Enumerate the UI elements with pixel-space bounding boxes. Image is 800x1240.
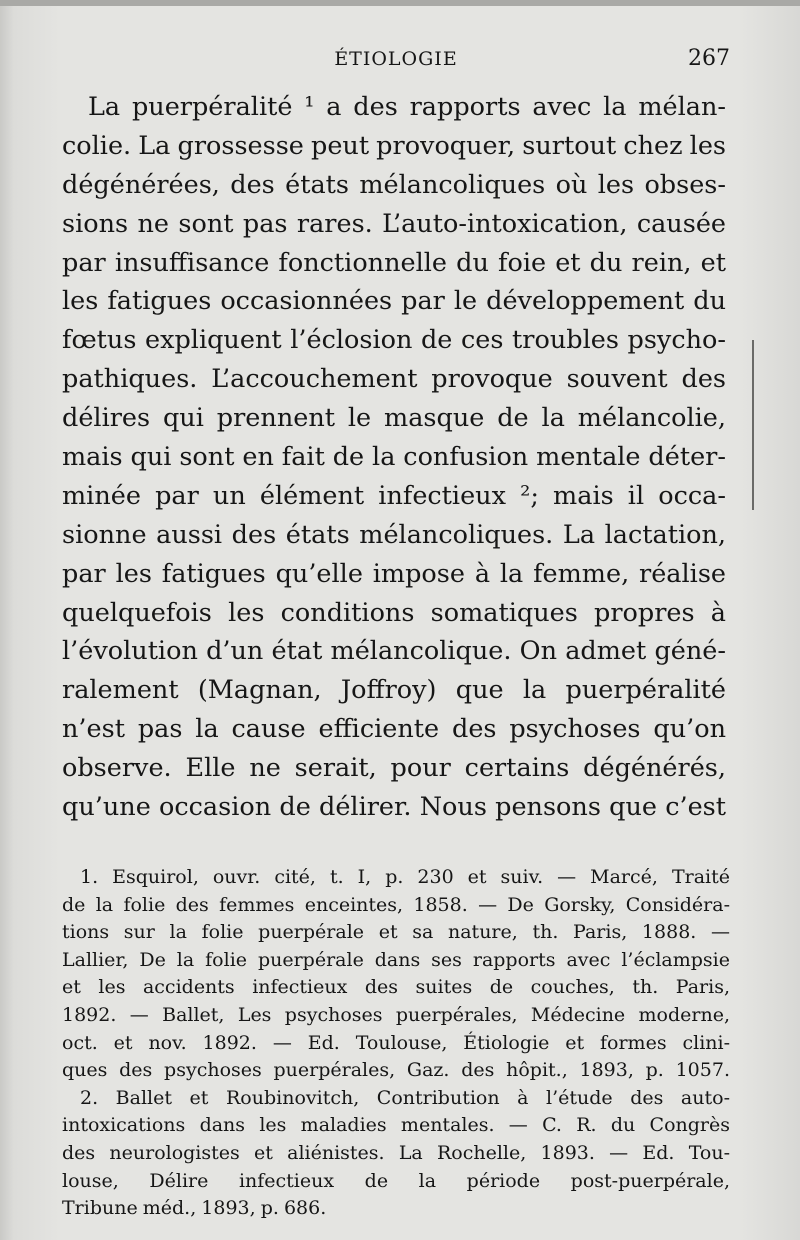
text-line: l’évolution d’un état mélancolique. On admet géné- [62,636,726,667]
text-line: colie. La grossesse peut provoquer, surtout chez les [62,130,726,161]
text-line: minée par un élément infectieux ²; mais il occa- [62,480,726,511]
text-line: La puerpéralité ¹ a des rapports avec la mélan- [88,92,726,122]
footnote-line: ques des psychoses puerpérales, Gaz. des hôpit., 1893, p. 1057. [62,1059,730,1082]
text-line: fœtus expliquent l’éclosion de ces troubles psycho- [62,325,726,356]
page-header [62,48,730,78]
text-line: pathiques. L’accouchement provoque souvent des [62,364,726,395]
text-line: les fatigues occasionnées par le développement du [62,286,726,317]
running-title: ÉTIOLOGIE [334,48,458,70]
footnote-line: oct. et nov. 1892. — Ed. Toulouse, Étiologie et formes clini- [62,1031,730,1054]
text-line: sionne aussi des états mélancoliques. La lactation, [62,519,726,550]
page-number: 267 [688,46,730,71]
text-line: qu’une occasion de délirer. Nous pensons que c’est [62,792,726,823]
footnote-line: 1892. — Ballet, Les psychoses puerpérales, Médecine moderne, [62,1003,730,1026]
text-line: observe. Elle ne serait, pour certains dégénérés, [62,753,726,784]
footnote-line: intoxications dans les maladies mentales. — C. R. du Congrès [62,1114,730,1137]
text-line: délires qui prennent le masque de la mélancolie, [62,403,726,434]
text-line: sions ne sont pas rares. L’auto-intoxication, causée [62,208,726,239]
text-line: par insuffisance fonctionnelle du foie et du rein, et [62,247,726,278]
text-line: par les fatigues qu’elle impose à la femme, réalise [62,558,726,589]
text-line: mais qui sont en fait de la confusion mentale déter- [62,442,726,473]
footnote-line: Tribune méd., 1893, p. 686. [62,1197,327,1220]
footnote-line: louse, Délire infectieux de la période post-puerpérale, [62,1169,730,1192]
footnote-line: Lallier, De la folie puerpérale dans ses rapports avec l’éclampsie [62,948,730,971]
main-paragraph [62,88,726,827]
margin-mark [752,340,754,510]
text-line: quelquefois les conditions somatiques propres à [62,597,726,628]
text-line: dégénérées, des états mélancoliques où les obses- [62,169,726,200]
footnote-line: 1. Esquirol, ouvr. cité, t. I, p. 230 et suiv. — Marcé, Traité [80,866,730,888]
footnote-line: tions sur la folie puerpérale et sa nature, th. Paris, 1888. — [62,921,730,944]
page-top-edge [0,0,800,6]
footnotes [62,864,730,1223]
text-line: ralement (Magnan, Joffroy) que la puerpéralité [62,675,726,706]
text-line: n’est pas la cause efficiente des psychoses qu’on [62,714,726,745]
footnote-line: de la folie des femmes enceintes, 1858. — De Gorsky, Considéra- [62,893,730,916]
footnote-line: 2. Ballet et Roubinovitch, Contribution à l’étude des auto- [80,1086,730,1109]
footnote-line: et les accidents infectieux des suites de couches, th. Paris, [62,976,730,999]
footnote-line: des neurologistes et aliénistes. La Rochelle, 1893. — Ed. Tou- [62,1141,730,1164]
